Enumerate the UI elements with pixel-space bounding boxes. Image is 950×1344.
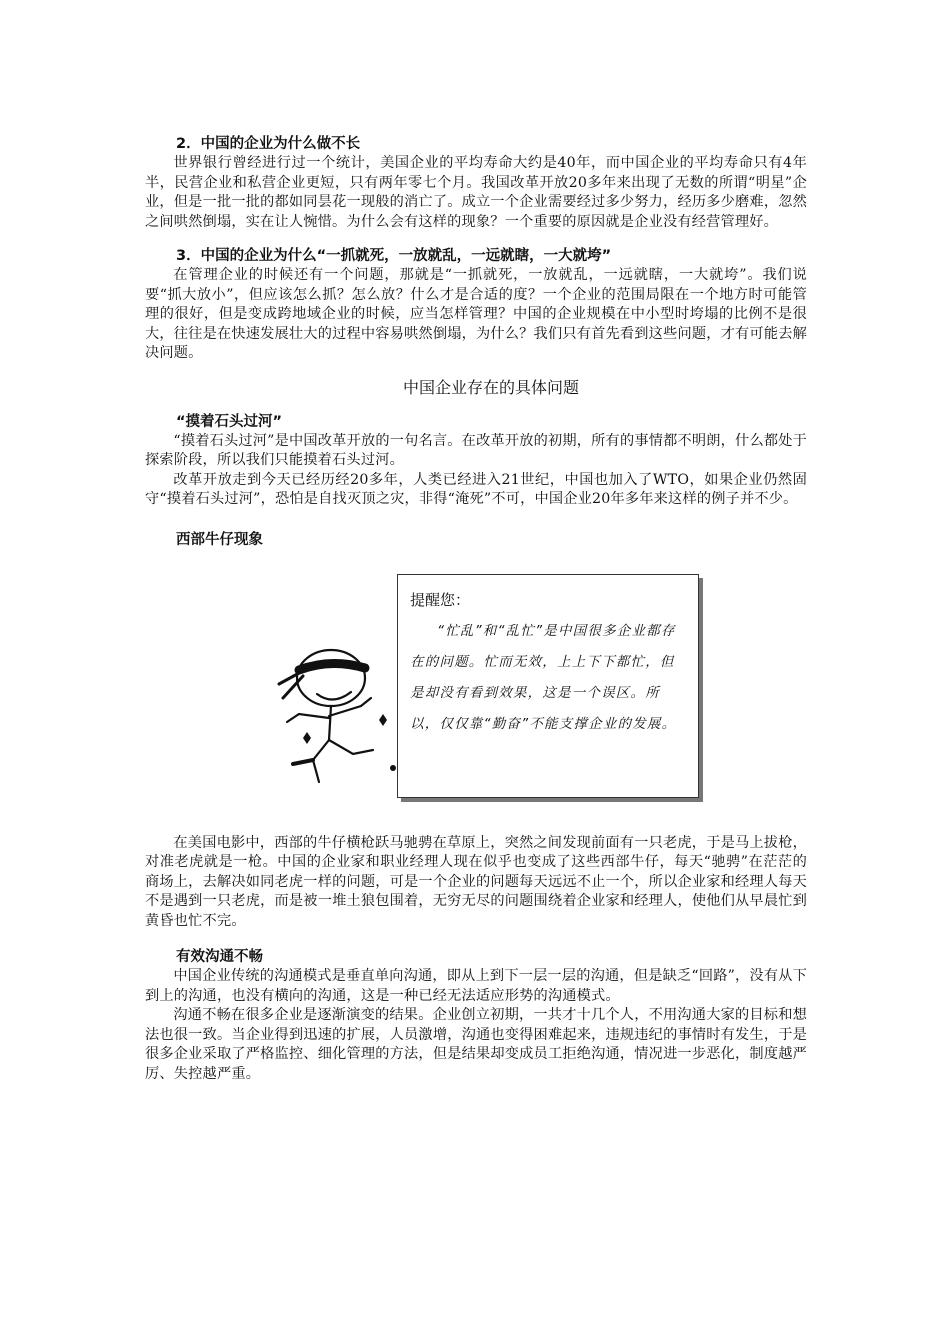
reminder-body: “忙乱”和“乱忙”是中国很多企业都存在的问题。忙而无效，上上下下都忙，但是却没有看到效果，这是一个误区。所以，仅仅靠“勤奋”不能支撑企业的发展。 bbox=[410, 622, 677, 732]
reminder-illustration bbox=[145, 562, 807, 826]
cowboy-paragraph: 在美国电影中，西部的牛仔横枪跃马驰骋在草原上，突然之间发现前面有一只老虎，于是马上拔枪，对准老虎就是一枪。中国的企业家和职业经理人现在似乎也变成了这些西部牛仔，每天“驰骋”在茫茫的商场上，去解决如同老虎一样的问题，可是一个企业的问题每天远远不止一个，所以企业家和经理人每天不是遇到一只老虎，而是被一堆土狼包围着，无穷无尽的问题围绕着企业家和经理人，使他们从早晨忙到黄昏也忙不完。 bbox=[145, 834, 807, 929]
section-2-paragraph: 世界银行曾经进行过一个统计，美国企业的平均寿命大约是40年，而中国企业的平均寿命只有4年半，民营企业和私营企业更短，只有两年零七个月。我国改革开放20多年来出现了无数的所谓“明星”企业，但是一批一批的都如同昙花一现般的消亡了。成立一个企业需要经过多少努力，经历多少磨难，忽然之间哄然倒塌，实在让人惋惜。为什么会有这样的现象？一个重要的原因就是企业没有经营管理好。 bbox=[145, 155, 807, 230]
stone-paragraph-2: 改革开放走到今天已经历经20多年，人类已经进入21世纪，中国也加入了WTO，如果企业仍然固守“摸着石头过河”，恐怕是自找灭顶之灾，非得“淹死”不可，中国企业20年多年来这样的例子并不少。 bbox=[145, 471, 807, 507]
stone-paragraph-1: “摸着石头过河”是中国改革开放的一句名言。在改革开放的初期，所有的事情都不明朗，什么都处于探索阶段，所以我们只能摸着石头过河。 bbox=[145, 432, 807, 468]
chapter-heading: 中国企业存在的具体问题 bbox=[402, 377, 579, 397]
communication-title: 有效沟通不畅 bbox=[176, 949, 263, 965]
cowboy-title: 西部牛仔现象 bbox=[176, 531, 263, 548]
stone-title: “摸着石头过河” bbox=[176, 413, 283, 430]
reminder-card bbox=[397, 574, 699, 798]
section-2-title: 2．中国的企业为什么做不长 bbox=[176, 136, 361, 152]
document-page bbox=[145, 134, 807, 1084]
section-3-paragraph: 在管理企业的时候还有一个问题，那就是“一抓就死，一放就乱，一远就瞎，一大就垮”。我们说要“抓大放小”，但应该怎么抓？怎么放？什么才是合适的度？一个企业的范围局限在一个地方时可能管理的很好，但是变成跨地域企业的时候，应当怎样管理？中国的企业规模在中小型时垮塌的比例不是很大，往往是在快速发展壮大的过程中容易哄然倒塌，为什么？我们只有首先看到这些问题，才有可能去解决问题。 bbox=[145, 267, 807, 361]
communication-paragraph-2: 沟通不畅在很多企业是逐渐演变的结果。企业创立初期，一共才十几个人，不用沟通大家的目标和想法也很一致。当企业得到迅速的扩展，人员激增，沟通也变得困难起来，违规违纪的事情时有发生，于是很多企业采取了严格监控、细化管理的方法，但是结果却变成员工拒绝沟通，情况进一步恶化，制度越严厉、失控越严重。 bbox=[145, 1007, 807, 1082]
communication-paragraph-1: 中国企业传统的沟通模式是垂直单向沟通，即从上到下一层一层的沟通，但是缺乏“回路”，没有从下到上的沟通，也没有横向的沟通，这是一种已经无法适应形势的沟通模式。 bbox=[145, 968, 807, 1004]
cartoon-figure-icon bbox=[273, 636, 403, 786]
reminder-heading: 提醒您： bbox=[410, 590, 471, 609]
section-3-title: 3．中国的企业为什么“一抓就死，一放就乱，一远就瞎，一大就垮” bbox=[176, 248, 612, 264]
